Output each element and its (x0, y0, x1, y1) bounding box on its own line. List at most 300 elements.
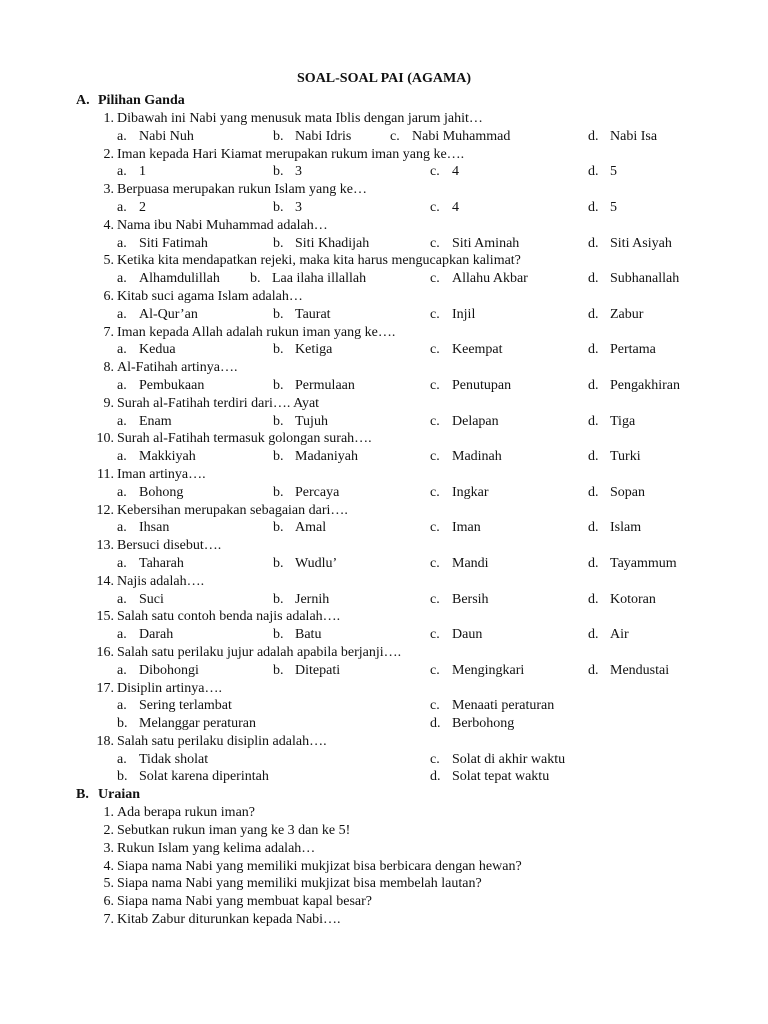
question-text: Salah satu perilaku jujur adalah apabila berjanji…. (117, 644, 402, 660)
option-letter: c. (430, 591, 440, 607)
option-letter: c. (390, 128, 400, 144)
question-text: Ketika kita mendapatkan rejeki, maka kita harus mengucapkan kalimat? (117, 253, 521, 269)
answer-option (588, 306, 643, 324)
option-letter: b. (273, 484, 284, 500)
option-text: Mendustai (610, 662, 670, 678)
option-letter: b. (250, 271, 261, 287)
option-letter: d. (588, 484, 599, 500)
option-letter: c. (430, 271, 440, 287)
option-text: Siti Fatimah (139, 235, 208, 251)
answer-option (588, 519, 641, 537)
question-number: 13. (96, 538, 114, 554)
question-text: Nama ibu Nabi Muhammad adalah… (117, 217, 328, 233)
option-text: 2 (139, 199, 146, 215)
question-item (0, 324, 768, 342)
option-letter: b. (273, 662, 284, 678)
option-letter: d. (588, 555, 599, 571)
option-text: Darah (139, 627, 174, 643)
answer-option (588, 413, 635, 431)
option-letter: d. (588, 128, 599, 144)
answer-option (273, 128, 351, 146)
question-number: 3. (103, 182, 114, 198)
option-letter: b. (273, 164, 284, 180)
option-text: Sering terlambat (139, 698, 232, 714)
essay-text: Ada berapa rukun iman? (117, 805, 255, 821)
section-a-heading (0, 92, 768, 110)
option-text: Nabi Nuh (139, 128, 194, 144)
option-letter: b. (273, 199, 284, 215)
question-text: Bersuci disebut…. (117, 538, 222, 554)
option-text: 5 (610, 164, 617, 180)
option-letter: c. (430, 235, 440, 251)
essay-number: 4. (103, 858, 114, 874)
answer-option (588, 555, 677, 573)
option-letter: c. (430, 520, 440, 536)
question-item (0, 466, 768, 484)
question-text: Salah satu contoh benda najis adalah…. (117, 609, 341, 625)
answer-option (117, 270, 220, 288)
option-text: Taurat (295, 306, 331, 322)
answer-option (117, 341, 176, 359)
option-letter: d. (588, 271, 599, 287)
option-letter: d. (588, 662, 599, 678)
option-letter: b. (273, 520, 284, 536)
option-text: Ihsan (139, 520, 170, 536)
option-text: Makkiyah (139, 449, 196, 465)
answer-option (117, 163, 146, 181)
option-text: Laa ilaha illallah (272, 271, 367, 287)
option-text: Melanggar peraturan (139, 716, 256, 732)
option-letter: a. (117, 199, 127, 215)
essay-question (0, 858, 768, 876)
option-text: Pertama (610, 342, 656, 358)
answer-option (273, 626, 321, 644)
options-row (0, 715, 768, 733)
answer-option (430, 413, 499, 431)
option-letter: c. (430, 751, 440, 767)
option-letter: a. (117, 413, 127, 429)
answer-option (390, 128, 510, 146)
option-text: Permulaan (295, 377, 355, 393)
question-number: 11. (97, 466, 114, 482)
answer-option (430, 341, 503, 359)
essay-question (0, 840, 768, 858)
question-item (0, 430, 768, 448)
option-text: 3 (295, 199, 302, 215)
answer-option (588, 484, 645, 502)
answer-option (588, 341, 656, 359)
worksheet (0, 70, 768, 929)
option-letter: a. (117, 128, 127, 144)
question-text: Iman kepada Hari Kiamat merupakan rukum iman yang ke…. (117, 146, 465, 162)
option-text: Bersih (452, 591, 489, 607)
answer-option (117, 306, 198, 324)
option-text: 4 (452, 164, 459, 180)
essay-question (0, 875, 768, 893)
essay-text: Siapa nama Nabi yang memiliki mukjizat bisa membelah lautan? (117, 876, 482, 892)
answer-option (273, 199, 302, 217)
answer-option (273, 662, 340, 680)
option-letter: c. (430, 627, 440, 643)
option-text: Nabi Isa (610, 128, 658, 144)
answer-option (117, 413, 172, 431)
option-text: Jernih (295, 591, 330, 607)
question-number: 1. (103, 111, 114, 126)
answer-option (588, 270, 679, 288)
option-text: Penutupan (452, 377, 512, 393)
options-row (0, 163, 768, 181)
answer-option (273, 591, 329, 609)
options-row (0, 341, 768, 359)
question-item (0, 217, 768, 235)
options-row (0, 448, 768, 466)
question-number: 14. (96, 573, 114, 589)
option-letter: a. (117, 662, 127, 678)
option-letter: b. (273, 413, 284, 429)
option-text: Kedua (139, 342, 176, 358)
answer-option (430, 662, 524, 680)
option-text: Berbohong (452, 716, 515, 732)
option-text: Siti Khadijah (295, 235, 370, 251)
option-text: Bohong (139, 484, 184, 500)
answer-option (430, 591, 489, 609)
question-number: 17. (96, 680, 114, 696)
option-text: Menaati peraturan (452, 698, 555, 714)
option-text: Madaniyah (295, 449, 358, 465)
essay-text: Siapa nama Nabi yang membuat kapal besar? (117, 894, 373, 910)
option-text: Mandi (452, 555, 489, 571)
essay-number: 5. (103, 876, 114, 892)
answer-option (430, 715, 514, 733)
option-text: Keempat (452, 342, 503, 358)
question-item (0, 110, 768, 128)
answer-option (250, 270, 366, 288)
answer-option (117, 128, 194, 146)
question-item (0, 146, 768, 164)
option-text: Subhanallah (610, 271, 680, 287)
answer-option (117, 377, 204, 395)
answer-option (117, 484, 183, 502)
answer-option (273, 235, 369, 253)
option-text: Amal (295, 520, 327, 536)
answer-option (430, 697, 554, 715)
options-row (0, 306, 768, 324)
option-letter: d. (588, 413, 599, 429)
option-text: Tiga (610, 413, 636, 429)
option-text: 5 (610, 199, 617, 215)
option-text: Percaya (295, 484, 340, 500)
option-text: Tidak sholat (139, 751, 209, 767)
answer-option (430, 751, 565, 769)
option-text: Sopan (610, 484, 645, 500)
answer-option (430, 235, 519, 253)
option-text: Nabi Muhammad (412, 128, 511, 144)
option-letter: b. (273, 306, 284, 322)
essay-text: Sebutkan rukun iman yang ke 3 dan ke 5! (117, 823, 351, 839)
option-letter: d. (588, 199, 599, 215)
answer-option (430, 626, 482, 644)
answer-option (117, 626, 173, 644)
page-title: SOAL-SOAL PAI (AGAMA) (297, 71, 471, 86)
answer-option (273, 519, 326, 537)
option-letter: d. (430, 769, 441, 785)
option-letter: a. (117, 627, 127, 643)
options-row (0, 555, 768, 573)
option-text: Nabi Idris (295, 128, 352, 144)
question-number: 6. (103, 288, 114, 304)
question-item (0, 573, 768, 591)
question-item (0, 537, 768, 555)
section-a-letter: A. (76, 93, 90, 108)
answer-option (588, 199, 617, 217)
essay-number: 2. (103, 823, 114, 839)
option-letter: c. (430, 555, 440, 571)
options-row (0, 768, 768, 786)
option-letter: d. (588, 377, 599, 393)
option-letter: b. (117, 769, 128, 785)
question-text: Al-Fatihah artinya…. (117, 360, 238, 376)
answer-option (273, 377, 355, 395)
option-text: Air (610, 627, 629, 643)
options-row (0, 662, 768, 680)
option-letter: c. (430, 342, 440, 358)
question-text: Najis adalah…. (117, 573, 205, 589)
question-item (0, 680, 768, 698)
option-letter: a. (117, 520, 127, 536)
section-b-letter: B. (76, 787, 89, 803)
option-text: Solat tepat waktu (452, 769, 550, 785)
question-number: 18. (96, 733, 114, 749)
question-text: Surah al-Fatihah termasuk golongan surah…. (117, 431, 372, 447)
option-letter: d. (588, 306, 599, 322)
option-text: Injil (452, 306, 476, 322)
essay-number: 6. (103, 894, 114, 910)
options-row (0, 484, 768, 502)
answer-option (430, 448, 502, 466)
option-text: Daun (452, 627, 483, 643)
option-text: Siti Aminah (452, 235, 520, 251)
question-number: 9. (103, 395, 114, 411)
option-text: 4 (452, 199, 459, 215)
option-text: Suci (139, 591, 164, 607)
answer-option (117, 591, 164, 609)
answer-option (117, 751, 208, 769)
essay-number: 7. (103, 912, 114, 928)
answer-option (117, 235, 208, 253)
option-letter: d. (588, 591, 599, 607)
answer-option (588, 591, 656, 609)
section-b-heading (0, 786, 768, 804)
question-number: 4. (103, 217, 114, 233)
question-item (0, 252, 768, 270)
option-text: Taharah (139, 555, 184, 571)
options-row (0, 519, 768, 537)
option-letter: b. (273, 591, 284, 607)
option-text: Al-Qur’an (139, 306, 198, 322)
option-letter: c. (430, 449, 440, 465)
option-letter: d. (588, 164, 599, 180)
answer-option (588, 163, 617, 181)
question-text: Iman artinya…. (117, 466, 206, 482)
question-number: 16. (96, 644, 114, 660)
option-text: Mengingkari (452, 662, 525, 678)
option-text: Enam (139, 413, 172, 429)
option-letter: c. (430, 377, 440, 393)
question-number: 7. (103, 324, 114, 340)
answer-option (430, 306, 475, 324)
question-item (0, 395, 768, 413)
option-text: Tayammum (610, 555, 677, 571)
essay-text: Kitab Zabur diturunkan kepada Nabi…. (117, 912, 341, 928)
options-row (0, 199, 768, 217)
answer-option (273, 306, 331, 324)
answer-option (117, 555, 184, 573)
question-item (0, 359, 768, 377)
answer-option (588, 662, 669, 680)
answer-option (273, 163, 302, 181)
essay-question (0, 911, 768, 929)
answer-option (273, 341, 332, 359)
answer-option (273, 448, 358, 466)
answer-option (117, 768, 269, 786)
options-row (0, 626, 768, 644)
question-text: Surah al-Fatihah terdiri dari…. Ayat (117, 395, 320, 411)
question-number: 5. (103, 253, 114, 269)
answer-option (588, 448, 641, 466)
option-text: Siti Asiyah (610, 235, 672, 251)
question-item (0, 288, 768, 306)
option-letter: c. (430, 698, 440, 714)
answer-option (117, 715, 256, 733)
option-text: Iman (452, 520, 481, 536)
essay-text: Siapa nama Nabi yang memiliki mukjizat bisa berbicara dengan hewan? (117, 858, 522, 874)
question-text: Kitab suci agama Islam adalah… (117, 288, 303, 304)
options-row (0, 591, 768, 609)
option-letter: b. (117, 716, 128, 732)
answer-option (117, 697, 232, 715)
question-text: Berpuasa merupakan rukun Islam yang ke… (117, 182, 367, 198)
option-letter: a. (117, 449, 127, 465)
option-text: Kotoran (610, 591, 656, 607)
answer-option (430, 484, 489, 502)
option-text: Tujuh (295, 413, 328, 429)
question-text: Kebersihan merupakan sebagaian dari…. (117, 502, 348, 518)
option-letter: c. (430, 662, 440, 678)
essay-text: Rukun Islam yang kelima adalah… (117, 840, 316, 856)
answer-option (430, 519, 481, 537)
question-item (0, 181, 768, 199)
answer-option (117, 199, 146, 217)
option-text: Solat karena diperintah (139, 769, 269, 785)
option-letter: d. (588, 449, 599, 465)
answer-option (430, 270, 528, 288)
essay-list (0, 804, 768, 929)
multiple-choice-list (0, 110, 768, 786)
option-text: Ketiga (295, 342, 333, 358)
option-text: Ditepati (295, 662, 341, 678)
option-letter: d. (588, 235, 599, 251)
section-b-label: Uraian (98, 787, 140, 803)
options-row (0, 697, 768, 715)
option-letter: a. (117, 306, 127, 322)
question-number: 10. (96, 431, 114, 447)
option-letter: a. (117, 555, 127, 571)
option-letter: a. (117, 751, 127, 767)
answer-option (430, 768, 549, 786)
question-text: Salah satu perilaku disiplin adalah…. (117, 733, 327, 749)
option-letter: c. (430, 164, 440, 180)
option-text: Turki (610, 449, 641, 465)
option-letter: a. (117, 591, 127, 607)
question-text: Disiplin artinya…. (117, 680, 222, 696)
essay-question (0, 822, 768, 840)
option-text: Batu (295, 627, 322, 643)
option-text: Pengakhiran (610, 377, 680, 393)
option-letter: b. (273, 627, 284, 643)
answer-option (588, 626, 629, 644)
option-text: Ingkar (452, 484, 489, 500)
option-letter: b. (273, 449, 284, 465)
question-text: Iman kepada Allah adalah rukun iman yang ke…. (117, 324, 396, 340)
option-letter: b. (273, 128, 284, 144)
question-item (0, 502, 768, 520)
essay-question (0, 804, 768, 822)
options-row (0, 413, 768, 431)
essay-number: 1. (103, 805, 114, 821)
answer-option (273, 555, 337, 573)
answer-option (588, 128, 657, 146)
option-letter: a. (117, 484, 127, 500)
option-letter: a. (117, 698, 127, 714)
question-number: 12. (96, 502, 114, 518)
question-number: 15. (96, 609, 114, 625)
option-letter: c. (430, 484, 440, 500)
option-letter: d. (430, 716, 441, 732)
option-letter: b. (273, 555, 284, 571)
option-letter: b. (273, 342, 284, 358)
options-row (0, 751, 768, 769)
option-letter: c. (430, 413, 440, 429)
option-text: Pembukaan (139, 377, 205, 393)
option-text: Dibohongi (139, 662, 199, 678)
option-text: Allahu Akbar (452, 271, 528, 287)
options-row (0, 235, 768, 253)
section-a-label: Pilihan Ganda (98, 93, 185, 108)
question-item (0, 608, 768, 626)
question-number: 8. (103, 360, 114, 376)
option-text: Islam (610, 520, 642, 536)
essay-number: 3. (103, 840, 114, 856)
option-letter: b. (273, 377, 284, 393)
options-row (0, 377, 768, 395)
options-row (0, 128, 768, 146)
option-letter: b. (273, 235, 284, 251)
option-text: 1 (139, 164, 146, 180)
question-number: 2. (103, 146, 114, 162)
option-text: 3 (295, 164, 302, 180)
option-text: Alhamdulillah (139, 271, 220, 287)
option-text: Zabur (610, 306, 644, 322)
answer-option (588, 235, 672, 253)
option-letter: a. (117, 164, 127, 180)
answer-option (430, 555, 489, 573)
answer-option (430, 377, 511, 395)
option-letter: a. (117, 342, 127, 358)
answer-option (430, 199, 459, 217)
question-item (0, 733, 768, 751)
option-letter: d. (588, 520, 599, 536)
answer-option (273, 413, 328, 431)
